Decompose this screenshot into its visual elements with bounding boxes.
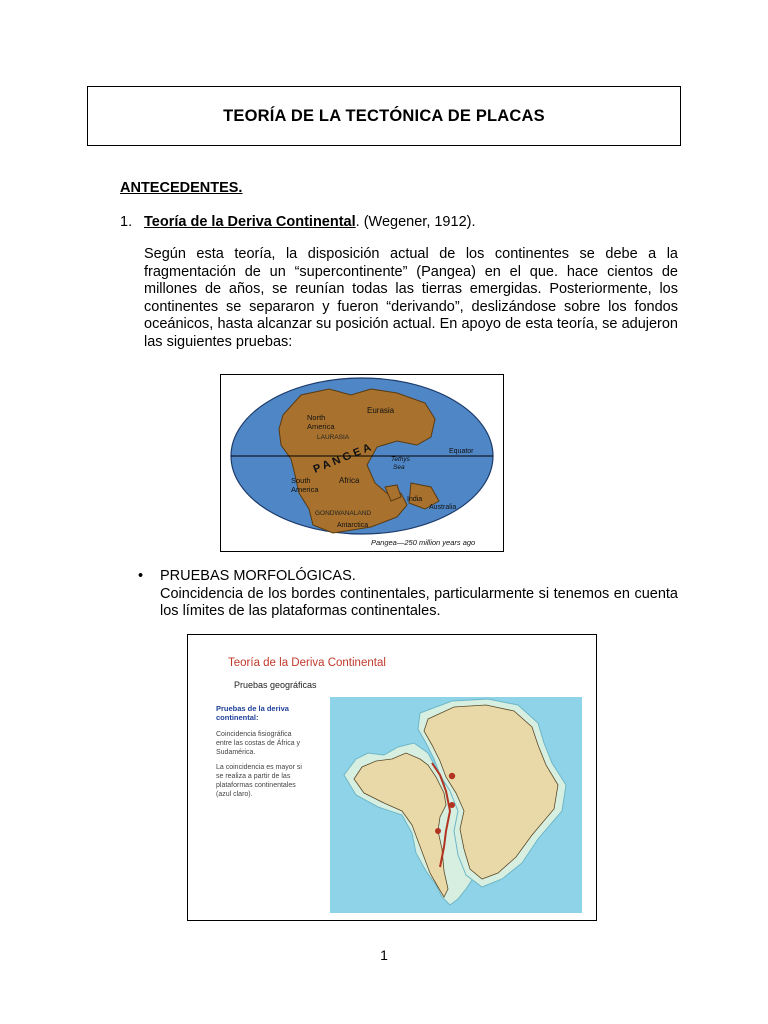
note1-line1: Coincidencia fisiográfica (216, 731, 292, 738)
label-south: South (291, 476, 311, 485)
map-caption: Pangea—250 million years ago (371, 538, 476, 547)
label-america: America (307, 422, 335, 431)
item-number: 1. (120, 214, 133, 230)
deriva-continental-figure (187, 634, 597, 921)
label-laurasia: LAURASIA (317, 434, 350, 441)
label-sea: Sea (393, 464, 405, 471)
label-antarctica: Antarctica (337, 522, 369, 529)
label-india: India (407, 496, 423, 503)
fit-point-1 (449, 773, 455, 779)
note1-line3: Sudamérica. (216, 749, 256, 756)
bullet-marker: • (138, 568, 144, 584)
page-number: 1 (380, 947, 388, 963)
pangea-map-figure (220, 374, 504, 552)
title-box (87, 86, 681, 146)
figure2-subtitle: Pruebas geográficas (234, 680, 317, 690)
label-gondwanaland: GONDWANALAND (315, 510, 372, 517)
label-north: North (307, 413, 326, 422)
note-heading-1: Pruebas de la deriva (216, 704, 289, 713)
label-eurasia: Eurasia (367, 406, 395, 415)
note1-line2: entre las costas de África y (216, 740, 301, 747)
label-tethys: Tethys (391, 456, 410, 463)
fit-point-3 (435, 828, 441, 834)
note2-line2: se realiza a partir de las (216, 773, 291, 780)
item-citation: . (Wegener, 1912). (355, 214, 476, 230)
section-heading: ANTECEDENTES. (120, 180, 243, 196)
note-heading-2: continental: (216, 713, 259, 722)
pangea-map (221, 375, 503, 551)
label-africa: Africa (339, 476, 360, 485)
label-south-america: America (291, 485, 319, 494)
label-pangea: PANGEA (311, 440, 376, 476)
bullet-heading: PRUEBAS MORFOLÓGICAS. (160, 568, 356, 584)
item-title: Teoría de la Deriva Continental (144, 214, 356, 230)
label-australia: Australia (429, 504, 457, 511)
figure2-title: Teoría de la Deriva Continental (228, 657, 386, 669)
bullet-text: Coincidencia de los bordes continentales, particularmente si tenemos en cuenta los límites de las plataformas continentales. (160, 585, 678, 619)
note2-line1: La coincidencia es mayor si (216, 764, 302, 771)
note2-line4: (azul claro). (216, 791, 253, 798)
note2-line3: plataformas continentales (216, 782, 296, 789)
document-title: TEORÍA DE LA TECTÓNICA DE PLACAS (223, 106, 545, 125)
fit-point-2 (449, 802, 455, 808)
body-paragraph: Según esta teoría, la disposición actual de los continentes se debe a la fragmentación de un “supercontinente” (Pangea) en el que. hace cientos de millones de años, se reunían todas las tierras emergidas. Posteriormente, los continentes se separaron y fueron “derivando”, deslizándose sobre los fondos oceánicos, hasta alcanzar su posición actual. En apoyo de esta teoría, se adujeron las siguientes pruebas: (144, 246, 678, 350)
bullet-morfologicas (138, 568, 678, 621)
continental-fit-diagram (188, 635, 596, 920)
label-equator: Equator (449, 448, 474, 455)
list-item-1 (120, 214, 476, 230)
